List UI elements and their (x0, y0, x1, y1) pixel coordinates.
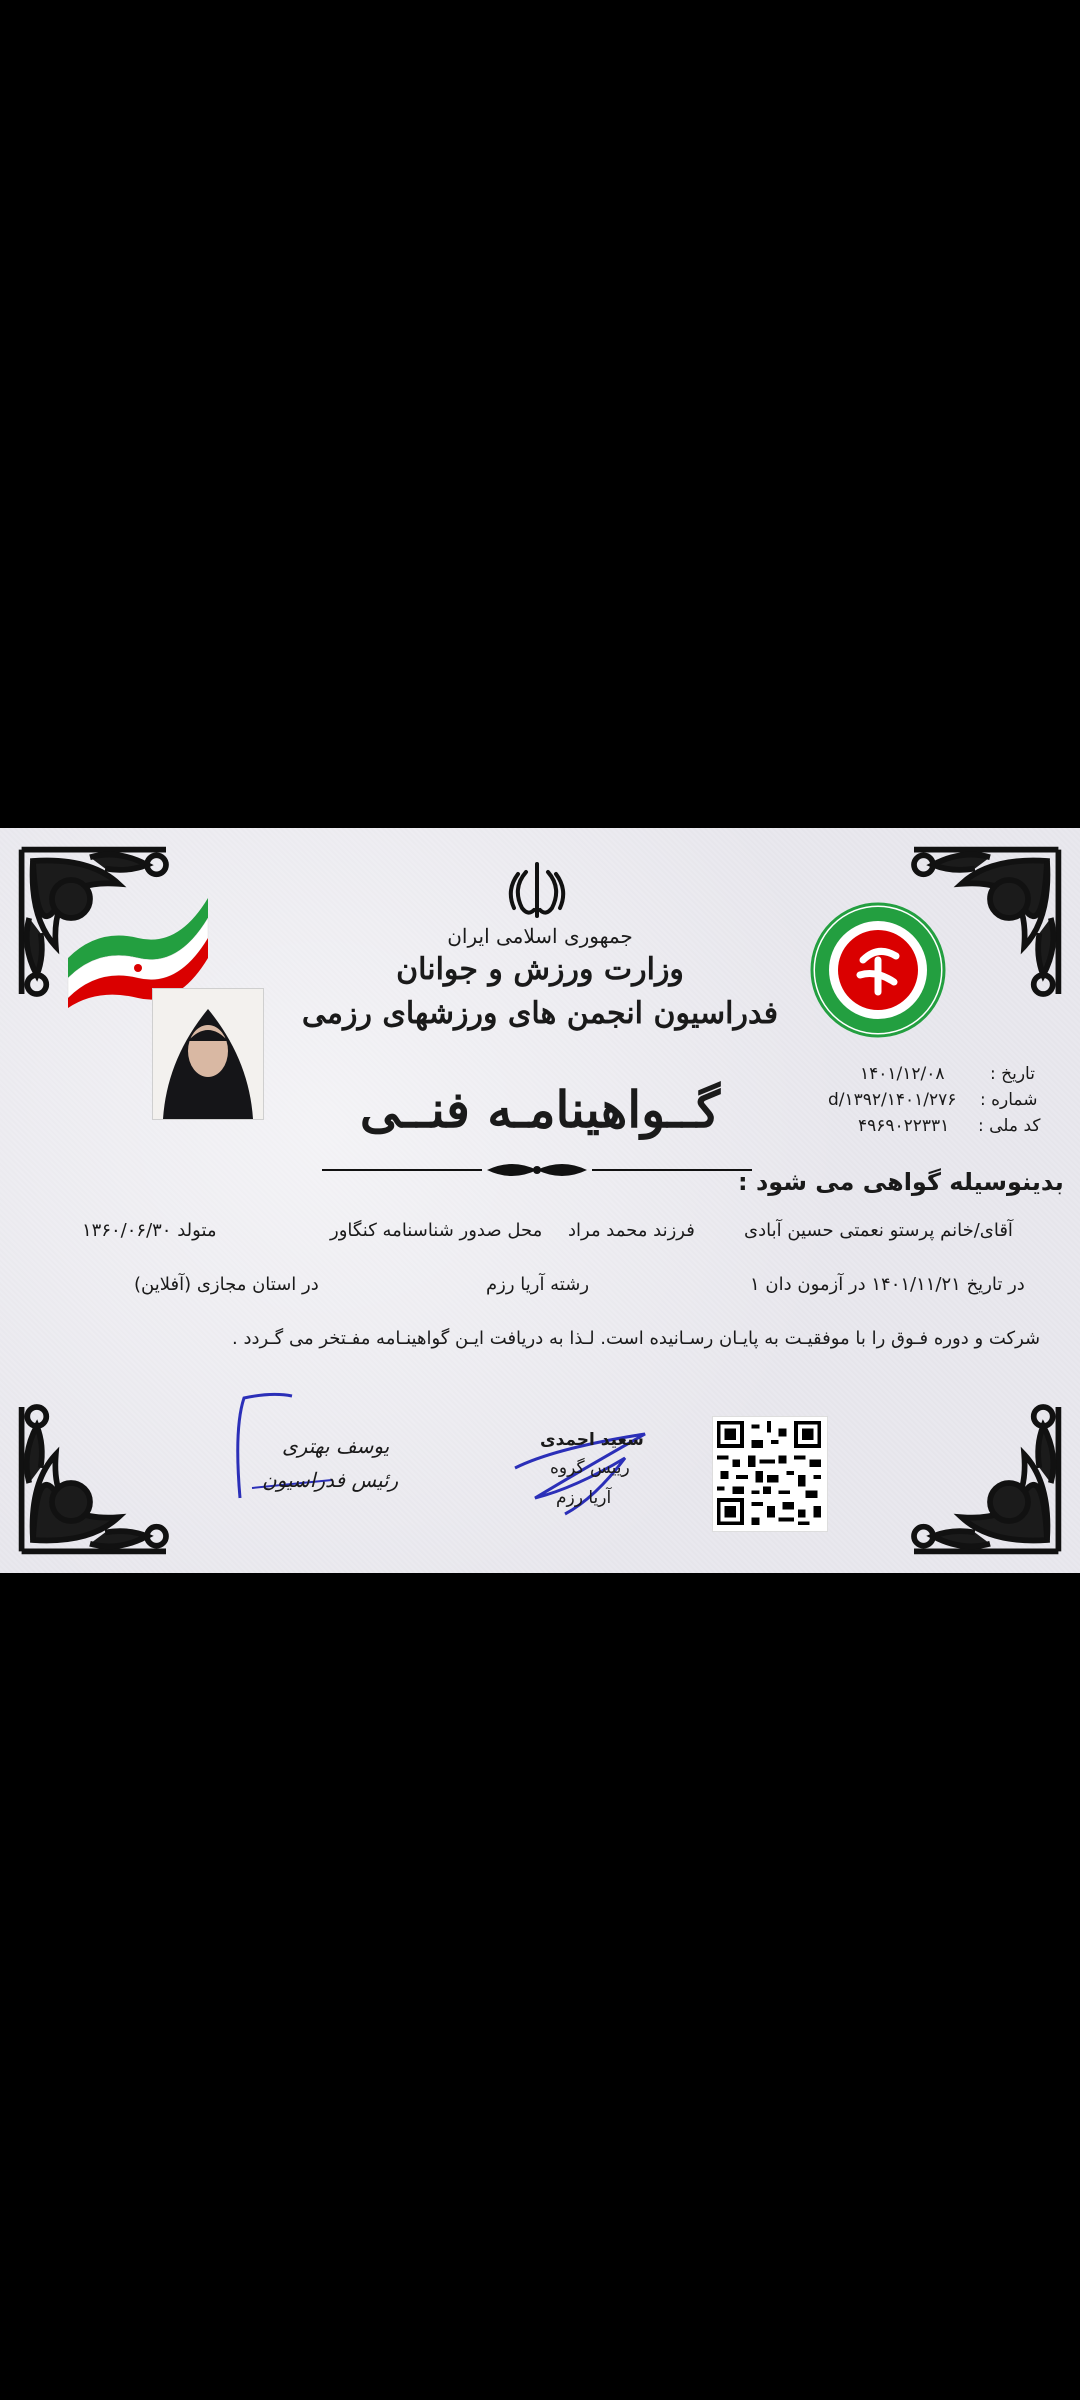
exam-date: در تاریخ ۱۴۰۱/۱۱/۲۱ در آزمون دان ۱ (750, 1274, 1025, 1295)
date-value: ۱۴۰۱/۱۲/۰۸ (860, 1064, 945, 1084)
certificate-heading: بدینوسیله گواهی می شود : (738, 1168, 1064, 1196)
federation-logo (808, 900, 948, 1040)
province: در استان مجازی (آفلاین) (134, 1274, 319, 1295)
birth-date: متولد ۱۳۶۰/۰۶/۳۰ (82, 1220, 217, 1241)
national-code-value: ۴۹۶۹۰۲۲۳۳۱ (858, 1116, 950, 1136)
signer-middle-name: سعید احمدی (540, 1430, 644, 1450)
corner-ornament-bottom-right (876, 1369, 1066, 1559)
applicant-photo (152, 988, 264, 1120)
qr-code[interactable] (712, 1416, 828, 1532)
national-code-label: کد ملی : (978, 1116, 1041, 1136)
signer-left-title: رئیس فدراسیون (262, 1468, 399, 1492)
completion-statement: شرکت و دوره فـوق را با موفقیـت به پایـان رسـانیده است. لـذا به دریافت ایـن گواهینـامه مفـتخر می گـردد . (232, 1328, 1041, 1349)
number-label: شماره : (980, 1090, 1038, 1110)
issue-place: محل صدور شناسنامه کنگاور (330, 1220, 543, 1241)
republic-label: جمهوری اسلامی ایران (447, 924, 633, 948)
holder-name: آقای/خانم پرستو نعمتی حسین آبادی (744, 1220, 1013, 1241)
corner-ornament-bottom-left (14, 1369, 204, 1559)
number-value: ۱۴۰۱/۲۷۶/d/۱۳۹۲ (828, 1090, 957, 1110)
signer-middle-title: رییس گروه (550, 1458, 630, 1478)
ministry-label: وزارت ورزش و جوانان (396, 952, 684, 987)
federation-label: فدراسیون انجمن های ورزشهای رزمی (301, 996, 779, 1031)
holder-father: فرزند محمد مراد (568, 1220, 695, 1241)
discipline: رشته آریا رزم (486, 1274, 590, 1295)
iran-emblem-icon (504, 858, 570, 924)
certificate (0, 828, 1080, 1573)
title-divider (322, 1158, 752, 1182)
signer-left-name: یوسف بهتری (282, 1434, 390, 1458)
signer-middle-group: آریا رزم (556, 1488, 612, 1508)
date-label: تاریخ : (990, 1064, 1035, 1084)
certificate-title: گــواهینامـه فنــی (359, 1080, 721, 1139)
